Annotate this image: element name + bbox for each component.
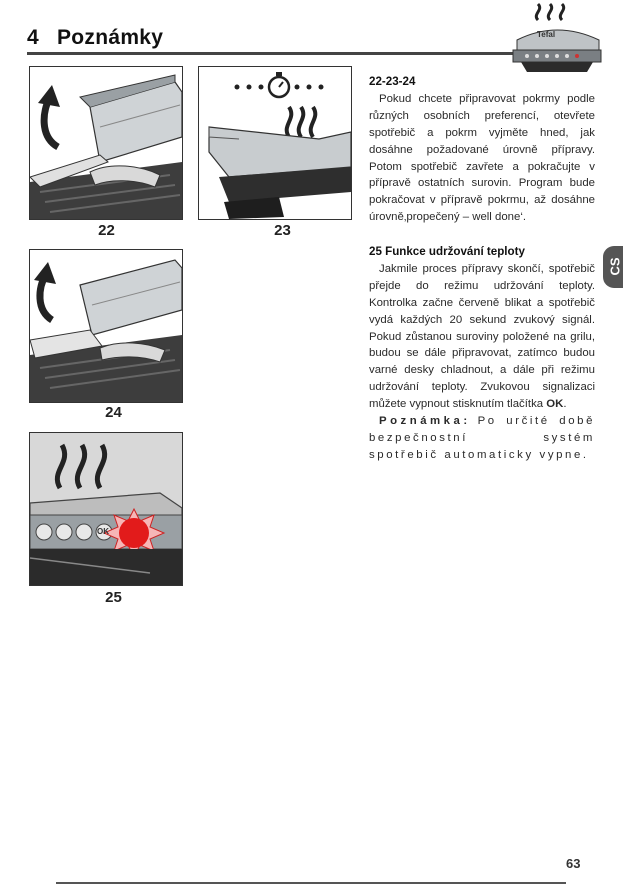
brand-logo: Tefal: [537, 30, 556, 39]
figure-24: [29, 249, 183, 403]
note-label: Poznámka:: [379, 415, 471, 428]
section-body-25-end: .: [563, 398, 567, 411]
section-body-25: [369, 261, 595, 413]
footer-rule: [56, 882, 566, 884]
figure-23: [198, 66, 352, 220]
page-header: [0, 0, 623, 70]
note-body: Po určité době bezpečnostní systém spotřebič automaticky vypne.: [369, 415, 596, 461]
page-title: [27, 26, 163, 50]
chapter-number: 4: [27, 26, 39, 49]
language-tab-label: CS: [607, 257, 623, 276]
note-paragraph: [369, 413, 595, 464]
figure-25-caption: 25: [105, 589, 122, 606]
header-rule: [27, 52, 514, 55]
text-column-2: [369, 244, 595, 464]
ok-reference: OK: [546, 398, 564, 411]
page-number: 63: [566, 856, 581, 871]
figure-24-caption: 24: [105, 404, 122, 421]
section-body-25-text: Jakmile proces přípravy skončí, spotřebič přejde do režimu udržování teploty. Kontrolka začne červeně blikat a spotřebič vydá každých 20 sekund zvukový signál. Pokud zůstanou suroviny položené na grilu, budou se dále připravovat, zatímco budou varné desky chladnout, a dále při režimu udržování teploty. Zvukovou signalizaci můžete vypnout stisknutím tlačítka: [369, 262, 595, 411]
section-heading-25: 25 Funkce udržování teploty: [369, 245, 525, 258]
chapter-title: Poznámky: [56, 26, 164, 49]
figure-25: [29, 432, 183, 586]
figure-23-caption: 23: [274, 222, 291, 239]
text-column: [369, 74, 595, 226]
language-tab: [603, 246, 623, 288]
section-heading-22-24: 22-23-24: [369, 75, 416, 88]
figure-22: [29, 66, 183, 220]
figure-22-caption: 22: [98, 222, 115, 239]
section-body-22-24: Pokud chcete připravovat pokrmy podle různých osobních preferencí, otevřete spotřebič a pokrm vyjměte hned, jak dosáhne požadované úrovně přípravy. Potom spotřebič zavřete a pokračujte v přípravě ostatních surovin. Program bude pokračovat v přípravě pokrmu, až dosáhne úrovně‚propečený – well done‘.: [369, 92, 595, 224]
ok-button-label: OK: [97, 527, 109, 536]
grill-logo-illustration: [507, 0, 607, 85]
